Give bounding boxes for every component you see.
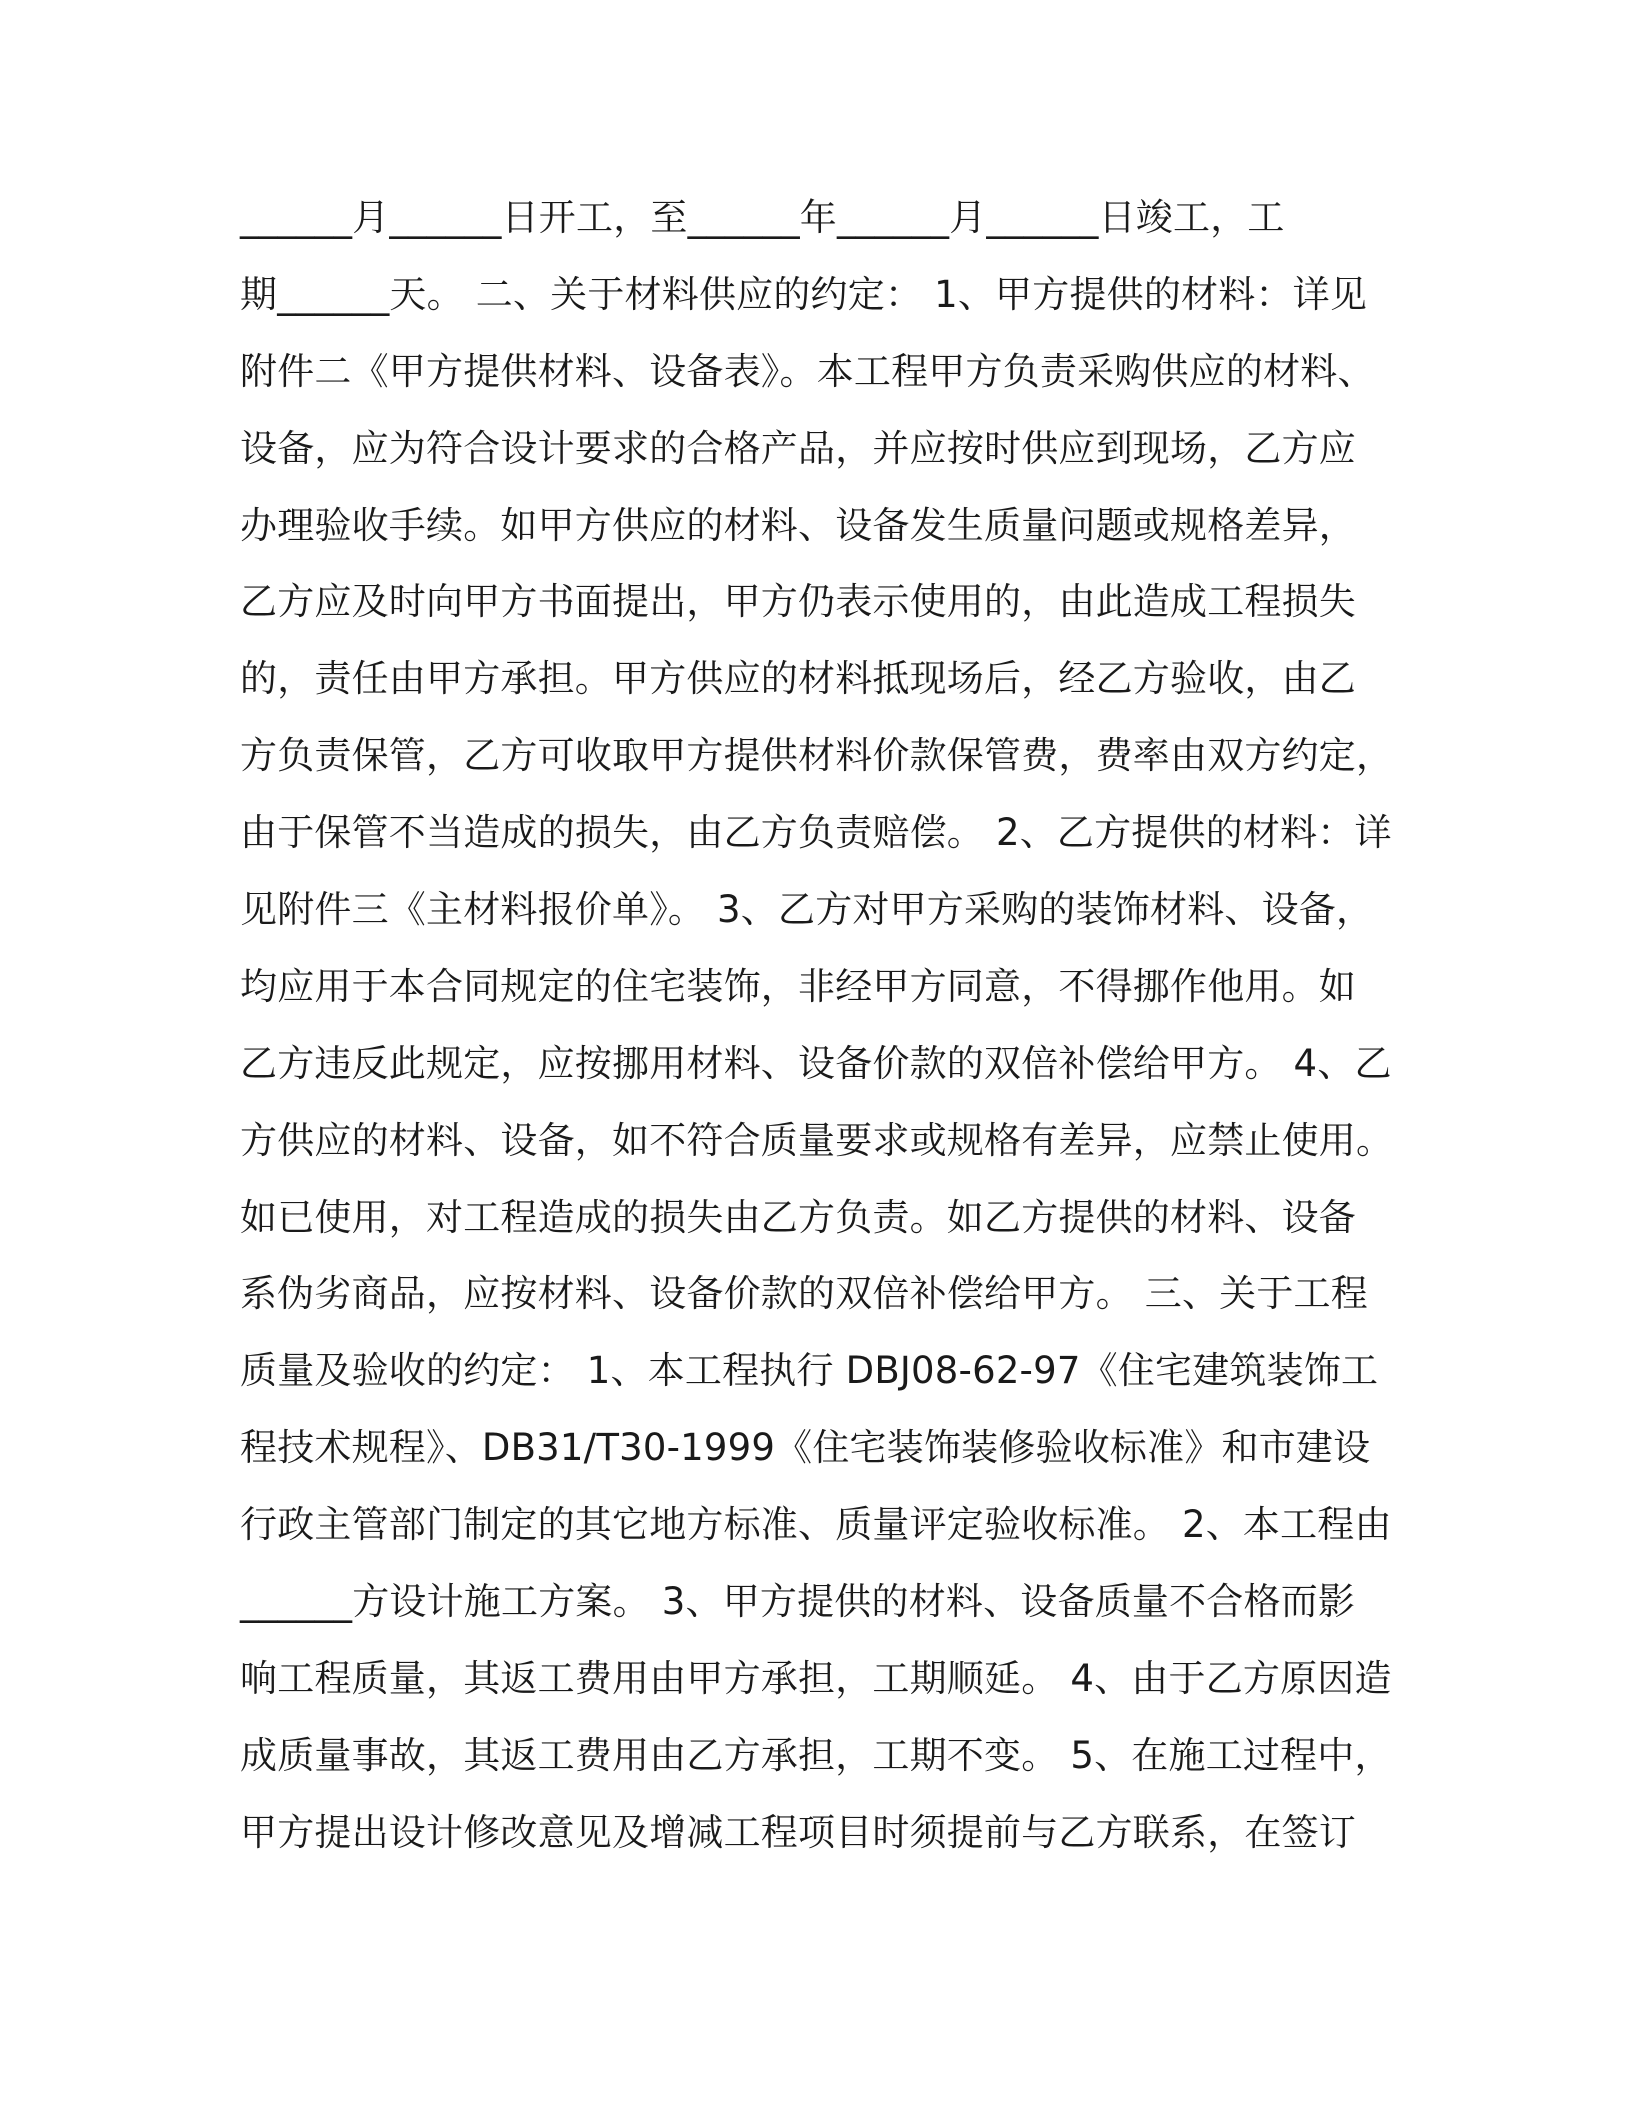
text-line-19: ______方设计施工方案。 3、甲方提供的材料、设备质量不合格而影 bbox=[240, 1580, 1356, 1624]
text-line-1: ______月______日开工，至______年______月______日竣工，工 bbox=[240, 196, 1285, 239]
text-line-7: 的，责任由甲方承担。甲方供应的材料抵现场后，经乙方验收，由乙 bbox=[240, 657, 1356, 701]
text-line-10: 见附件三《主材料报价单》。 3、乙方对甲方采购的装饰材料、设备， bbox=[240, 888, 1374, 932]
text-line-17: 程技术规程》、DB31/T30-1999《住宅装饰装修验收标准》和市建设 bbox=[240, 1426, 1371, 1470]
text-line-22: 甲方提出设计修改意见及增减工程项目时须提前与乙方联系，在签订 bbox=[240, 1810, 1356, 1854]
text-line-8: 方负责保管，乙方可收取甲方提供材料价款保管费，费率由双方约定， bbox=[240, 734, 1394, 778]
text-line-20: 响工程质量，其返工费用由甲方承担，工期顺延。 4、由于乙方原因造 bbox=[240, 1656, 1392, 1700]
text-line-18: 行政主管部门制定的其它地方标准、质量评定验收标准。 2、本工程由 bbox=[240, 1503, 1392, 1547]
text-line-3: 附件二《甲方提供材料、设备表》。本工程甲方负责采购供应的材料、 bbox=[240, 349, 1375, 393]
text-line-11: 均应用于本合同规定的住宅装饰，非经甲方同意，不得挪作他用。如 bbox=[240, 964, 1356, 1008]
text-line-4: 设备，应为符合设计要求的合格产品，并应按时供应到现场，乙方应 bbox=[240, 426, 1356, 470]
contract-body-text bbox=[240, 188, 1400, 1880]
text-line-13: 方供应的材料、设备，如不符合质量要求或规格有差异，应禁止使用。 bbox=[240, 1118, 1394, 1162]
text-line-9: 由于保管不当造成的损失，由乙方负责赔偿。 2、乙方提供的材料：详 bbox=[240, 811, 1392, 855]
text-line-15: 系伪劣商品，应按材料、设备价款的双倍补偿给甲方。 三、关于工程 bbox=[240, 1272, 1368, 1316]
text-line-5: 办理验收手续。如甲方供应的材料、设备发生质量问题或规格差异， bbox=[240, 503, 1356, 547]
text-line-6: 乙方应及时向甲方书面提出，甲方仍表示使用的，由此造成工程损失 bbox=[240, 580, 1356, 624]
text-line-21: 成质量事故，其返工费用由乙方承担，工期不变。 5、在施工过程中， bbox=[240, 1733, 1392, 1777]
text-line-16: 质量及验收的约定： 1、本工程执行 DBJ08-62-97《住宅建筑装饰工 bbox=[240, 1349, 1379, 1393]
text-line-2: 期______天。 二、关于材料供应的约定： 1、甲方提供的材料：详见 bbox=[240, 272, 1368, 316]
text-line-12: 乙方违反此规定，应按挪用材料、设备价款的双倍补偿给甲方。 4、乙 bbox=[240, 1041, 1392, 1085]
text-line-14: 如已使用，对工程造成的损失由乙方负责。如乙方提供的材料、设备 bbox=[240, 1195, 1356, 1239]
